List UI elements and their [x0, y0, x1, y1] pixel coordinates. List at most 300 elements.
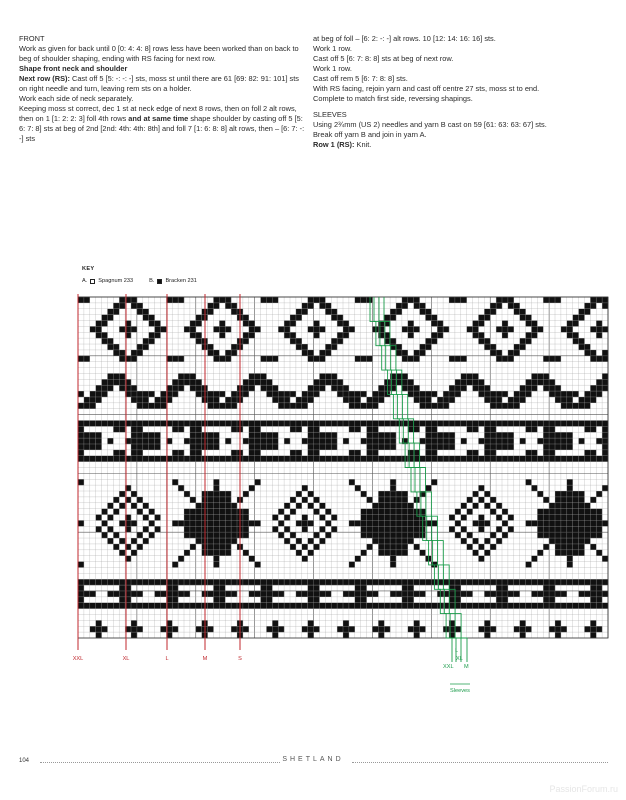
chart-cell: [490, 403, 496, 409]
chart-cell: [243, 626, 249, 632]
chart-cell: [490, 344, 496, 350]
chart-cell: [561, 326, 567, 332]
chart-cell: [131, 491, 137, 497]
chart-cell: [296, 344, 302, 350]
chart-cell: [178, 385, 184, 391]
chart-cell: [526, 450, 532, 456]
chart-cell: [579, 344, 585, 350]
chart-cell: [137, 350, 143, 356]
chart-cell: [143, 344, 149, 350]
chart-cell: [549, 450, 555, 456]
chart-cell: [461, 420, 467, 426]
chart-cell: [107, 515, 113, 521]
chart-cell: [178, 520, 184, 526]
chart-cell: [573, 420, 579, 426]
chart-cell: [502, 591, 508, 597]
chart-cell: [384, 550, 390, 556]
chart-cell: [514, 403, 520, 409]
chart-cell: [308, 397, 314, 403]
chart-cell: [361, 491, 367, 497]
chart-cell: [131, 350, 137, 356]
chart-cell: [425, 338, 431, 344]
chart-cell: [520, 315, 526, 321]
chart-cell: [549, 538, 555, 544]
chart-cell: [490, 309, 496, 315]
chart-cell: [526, 520, 532, 526]
chart-cell: [261, 444, 267, 450]
chart-cell: [555, 297, 561, 303]
chart-cell: [549, 391, 555, 397]
chart-cell: [102, 456, 108, 462]
chart-cell: [90, 626, 96, 632]
chart-cell: [514, 579, 520, 585]
chart-cell: [361, 356, 367, 362]
chart-cell: [484, 444, 490, 450]
chart-cell: [596, 579, 602, 585]
chart-cell: [219, 332, 225, 338]
chart-cell: [355, 450, 361, 456]
chart-cell: [296, 503, 302, 509]
chart-cell: [584, 350, 590, 356]
chart-cell: [596, 326, 602, 332]
chart-cell: [255, 420, 261, 426]
chart-cell: [567, 550, 573, 556]
chart-cell: [308, 603, 314, 609]
chart-cell: [272, 432, 278, 438]
chart-cell: [561, 397, 567, 403]
chart-cell: [225, 397, 231, 403]
chart-cell: [449, 597, 455, 603]
chart-cell: [107, 603, 113, 609]
chart-cell: [225, 550, 231, 556]
chart-cell: [184, 326, 190, 332]
chart-cell: [190, 456, 196, 462]
chart-cell: [402, 591, 408, 597]
chart-cell: [302, 403, 308, 409]
chart-cell: [573, 603, 579, 609]
chart-cell: [473, 579, 479, 585]
chart-cell: [461, 538, 467, 544]
chart-cell: [243, 515, 249, 521]
chart-cell: [526, 332, 532, 338]
chart-cell: [284, 579, 290, 585]
chart-cell: [596, 603, 602, 609]
chart-cell: [213, 579, 219, 585]
chart-cell: [84, 444, 90, 450]
chart-cell: [272, 397, 278, 403]
chart-cell: [155, 444, 161, 450]
chart-cell: [596, 379, 602, 385]
chart-cell: [325, 532, 331, 538]
chart-cell: [431, 426, 437, 432]
chart-cell: [567, 526, 573, 532]
chart-cell: [261, 579, 267, 585]
chart-cell: [308, 579, 314, 585]
chart-cell: [549, 532, 555, 538]
chart-cell: [561, 403, 567, 409]
chart-cell: [484, 385, 490, 391]
chart-cell: [567, 556, 573, 562]
chart-cell: [402, 373, 408, 379]
chart-cell: [302, 520, 308, 526]
chart-cell: [137, 426, 143, 432]
chart-cell: [231, 420, 237, 426]
chart-cell: [190, 450, 196, 456]
chart-cell: [131, 303, 137, 309]
chart-cell: [496, 444, 502, 450]
chart-cell: [149, 403, 155, 409]
chart-cell: [107, 456, 113, 462]
chart-cell: [290, 509, 296, 515]
chart-cell: [437, 432, 443, 438]
chart-cell: [308, 503, 314, 509]
chart-cell: [343, 579, 349, 585]
chart-cell: [372, 444, 378, 450]
chart-cell: [520, 397, 526, 403]
chart-cell: [314, 585, 320, 591]
chart-cell: [484, 450, 490, 456]
chart-cell: [596, 456, 602, 462]
chart-cell: [131, 550, 137, 556]
chart-cell: [213, 562, 219, 568]
chart-cell: [208, 538, 214, 544]
chart-cell: [325, 509, 331, 515]
chart-cell: [337, 379, 343, 385]
chart-cell: [537, 373, 543, 379]
chart-cell: [196, 532, 202, 538]
chart-cell: [455, 626, 461, 632]
chart-cell: [590, 585, 596, 591]
chart-cell: [555, 520, 561, 526]
chart-cell: [490, 303, 496, 309]
chart-cell: [378, 385, 384, 391]
chart-cell: [484, 397, 490, 403]
chart-cell: [119, 538, 125, 544]
chart-cell: [461, 591, 467, 597]
chart-cell: [219, 585, 225, 591]
chart-cell: [113, 603, 119, 609]
chart-cell: [361, 526, 367, 532]
chart-cell: [596, 626, 602, 632]
chart-cell: [143, 403, 149, 409]
chart-cell: [461, 385, 467, 391]
chart-cell: [137, 397, 143, 403]
chart-cell: [172, 420, 178, 426]
chart-cell: [190, 579, 196, 585]
chart-cell: [420, 579, 426, 585]
chart-cell: [443, 420, 449, 426]
chart-cell: [561, 550, 567, 556]
chart-cell: [219, 538, 225, 544]
chart-cell: [526, 479, 532, 485]
chart-cell: [325, 520, 331, 526]
chart-cell: [567, 544, 573, 550]
chart-cell: [172, 456, 178, 462]
chart-cell: [225, 526, 231, 532]
chart-cell: [319, 538, 325, 544]
chart-cell: [178, 373, 184, 379]
chart-cell: [231, 538, 237, 544]
chart-cell: [278, 509, 284, 515]
chart-cell: [272, 620, 278, 626]
chart-cell: [155, 420, 161, 426]
chart-cell: [567, 485, 573, 491]
chart-cell: [443, 403, 449, 409]
chart-cell: [396, 520, 402, 526]
chart-cell: [302, 603, 308, 609]
chart-cell: [449, 385, 455, 391]
chart-cell: [196, 391, 202, 397]
chart-cell: [384, 444, 390, 450]
chart-cell: [408, 520, 414, 526]
chart-cell: [319, 297, 325, 303]
chart-cell: [449, 397, 455, 403]
chart-cell: [355, 603, 361, 609]
chart-cell: [196, 626, 202, 632]
chart-cell: [396, 350, 402, 356]
chart-cell: [367, 450, 373, 456]
chart-cell: [473, 538, 479, 544]
chart-cell: [425, 315, 431, 321]
chart-cell: [190, 438, 196, 444]
chart-cell: [219, 420, 225, 426]
chart-cell: [514, 456, 520, 462]
chart-cell: [584, 503, 590, 509]
chart-cell: [526, 603, 532, 609]
chart-cell: [225, 544, 231, 550]
chart-cell: [113, 309, 119, 315]
chart-cell: [408, 356, 414, 362]
chart-cell: [502, 332, 508, 338]
chart-cell: [602, 485, 608, 491]
chart-cell: [502, 438, 508, 444]
chart-cell: [543, 597, 549, 603]
chart-cell: [272, 420, 278, 426]
chart-cell: [160, 579, 166, 585]
chart-cell: [255, 562, 261, 568]
chart-cell: [478, 315, 484, 321]
sleeves-caption: Sleeves: [450, 688, 470, 694]
chart-cell: [213, 515, 219, 521]
chart-cell: [502, 532, 508, 538]
chart-cell: [266, 438, 272, 444]
chart-cell: [420, 403, 426, 409]
chart-cell: [478, 544, 484, 550]
chart-cell: [319, 356, 325, 362]
chart-cell: [314, 456, 320, 462]
next-row-label: Next row (RS):: [19, 74, 70, 83]
chart-cell: [243, 603, 249, 609]
chart-cell: [484, 632, 490, 638]
chart-cell: [425, 426, 431, 432]
chart-cell: [231, 456, 237, 462]
chart-cell: [102, 332, 108, 338]
chart-cell: [484, 426, 490, 432]
chart-cell: [249, 456, 255, 462]
chart-cell: [319, 420, 325, 426]
chart-cell: [455, 297, 461, 303]
chart-cell: [567, 509, 573, 515]
chart-cell: [184, 579, 190, 585]
chart-cell: [349, 397, 355, 403]
chart-cell: [478, 321, 484, 327]
chart-cell: [573, 332, 579, 338]
chart-cell: [361, 420, 367, 426]
chart-cell: [131, 503, 137, 509]
chart-cell: [390, 309, 396, 315]
chart-cell: [390, 432, 396, 438]
chart-cell: [355, 297, 361, 303]
chart-cell: [178, 420, 184, 426]
chart-cell: [449, 591, 455, 597]
chart-cell: [490, 603, 496, 609]
chart-cell: [390, 562, 396, 568]
chart-cell: [384, 491, 390, 497]
chart-cell: [319, 503, 325, 509]
chart-cell: [573, 503, 579, 509]
chart-cell: [78, 444, 84, 450]
chart-cell: [119, 350, 125, 356]
chart-cell: [561, 591, 567, 597]
chart-cell: [372, 426, 378, 432]
chart-cell: [567, 603, 573, 609]
chart-cell: [484, 491, 490, 497]
chart-cell: [590, 326, 596, 332]
chart-cell: [149, 332, 155, 338]
chart-cell: [567, 403, 573, 409]
right-line-3: Cast off 5 [6: 7: 8: 8] sts at beg of next row.: [313, 54, 454, 63]
chart-cell: [384, 520, 390, 526]
chart-cell: [455, 603, 461, 609]
chart-cell: [102, 338, 108, 344]
chart-cell: [402, 585, 408, 591]
chart-cell: [243, 321, 249, 327]
chart-cell: [308, 550, 314, 556]
chart-cell: [502, 326, 508, 332]
chart-cell: [549, 444, 555, 450]
chart-cell: [196, 456, 202, 462]
chart-cell: [579, 538, 585, 544]
chart-cell: [473, 426, 479, 432]
chart-cell: [461, 438, 467, 444]
chart-cell: [543, 450, 549, 456]
chart-cell: [278, 520, 284, 526]
chart-cell: [337, 385, 343, 391]
chart-cell: [420, 420, 426, 426]
chart-cell: [213, 491, 219, 497]
chart-cell: [555, 444, 561, 450]
chart-cell: [367, 544, 373, 550]
chart-cell: [325, 420, 331, 426]
chart-cell: [361, 515, 367, 521]
chart-cell: [131, 432, 137, 438]
chart-cell: [590, 620, 596, 626]
chart-cell: [284, 403, 290, 409]
chart-cell: [543, 432, 549, 438]
chart-cell: [531, 321, 537, 327]
chart-cell: [584, 603, 590, 609]
chart-cell: [78, 420, 84, 426]
chart-cell: [549, 426, 555, 432]
sleeve-label-xxl: XXL: [443, 664, 454, 670]
chart-cell: [372, 591, 378, 597]
chart-cell: [302, 391, 308, 397]
chart-cell: [514, 626, 520, 632]
chart-cell: [467, 509, 473, 515]
chart-cell: [84, 432, 90, 438]
chart-cell: [573, 315, 579, 321]
chart-cell: [367, 403, 373, 409]
chart-cell: [555, 515, 561, 521]
chart-cell: [225, 403, 231, 409]
chart-cell: [319, 456, 325, 462]
chart-cell: [302, 344, 308, 350]
chart-cell: [337, 626, 343, 632]
chart-cell: [184, 515, 190, 521]
sleeve-label-l: L: [455, 648, 459, 654]
chart-cell: [408, 515, 414, 521]
chart-cell: [296, 456, 302, 462]
chart-cell: [526, 562, 532, 568]
chart-cell: [490, 456, 496, 462]
chart-cell: [302, 350, 308, 356]
chart-cell: [549, 379, 555, 385]
chart-cell: [378, 438, 384, 444]
chart-cell: [143, 397, 149, 403]
chart-cell: [602, 326, 608, 332]
chart-cell: [231, 397, 237, 403]
chart-cell: [390, 509, 396, 515]
chart-cell: [478, 338, 484, 344]
chart-cell: [331, 444, 337, 450]
chart-cell: [431, 338, 437, 344]
chart-cell: [90, 579, 96, 585]
chart-cell: [549, 515, 555, 521]
chart-cell: [420, 309, 426, 315]
chart-gridlines: [78, 297, 608, 638]
chart-cell: [319, 326, 325, 332]
chart-cell: [579, 497, 585, 503]
chart-cell: [431, 450, 437, 456]
chart-cell: [131, 520, 137, 526]
chart-cell: [367, 456, 373, 462]
chart-cell: [555, 497, 561, 503]
chart-cell: [96, 526, 102, 532]
chart-cell: [520, 456, 526, 462]
chart-cell: [137, 591, 143, 597]
right-line-4: Work 1 row.: [313, 64, 352, 73]
chart-cell: [567, 497, 573, 503]
chart-cell: [219, 526, 225, 532]
chart-cell: [349, 603, 355, 609]
chart-cell: [219, 297, 225, 303]
chart-cell: [478, 420, 484, 426]
chart-cell: [325, 344, 331, 350]
chart-cell: [196, 315, 202, 321]
chart-cell: [319, 515, 325, 521]
chart-cell: [119, 550, 125, 556]
chart-cell: [314, 356, 320, 362]
chart-cell: [502, 356, 508, 362]
chart-cell: [567, 579, 573, 585]
chart-cell: [573, 550, 579, 556]
chart-cell: [266, 432, 272, 438]
chart-cell: [296, 450, 302, 456]
chart-cell: [378, 544, 384, 550]
chart-cell: [196, 338, 202, 344]
chart-cell: [231, 526, 237, 532]
chart-cell: [408, 321, 414, 327]
